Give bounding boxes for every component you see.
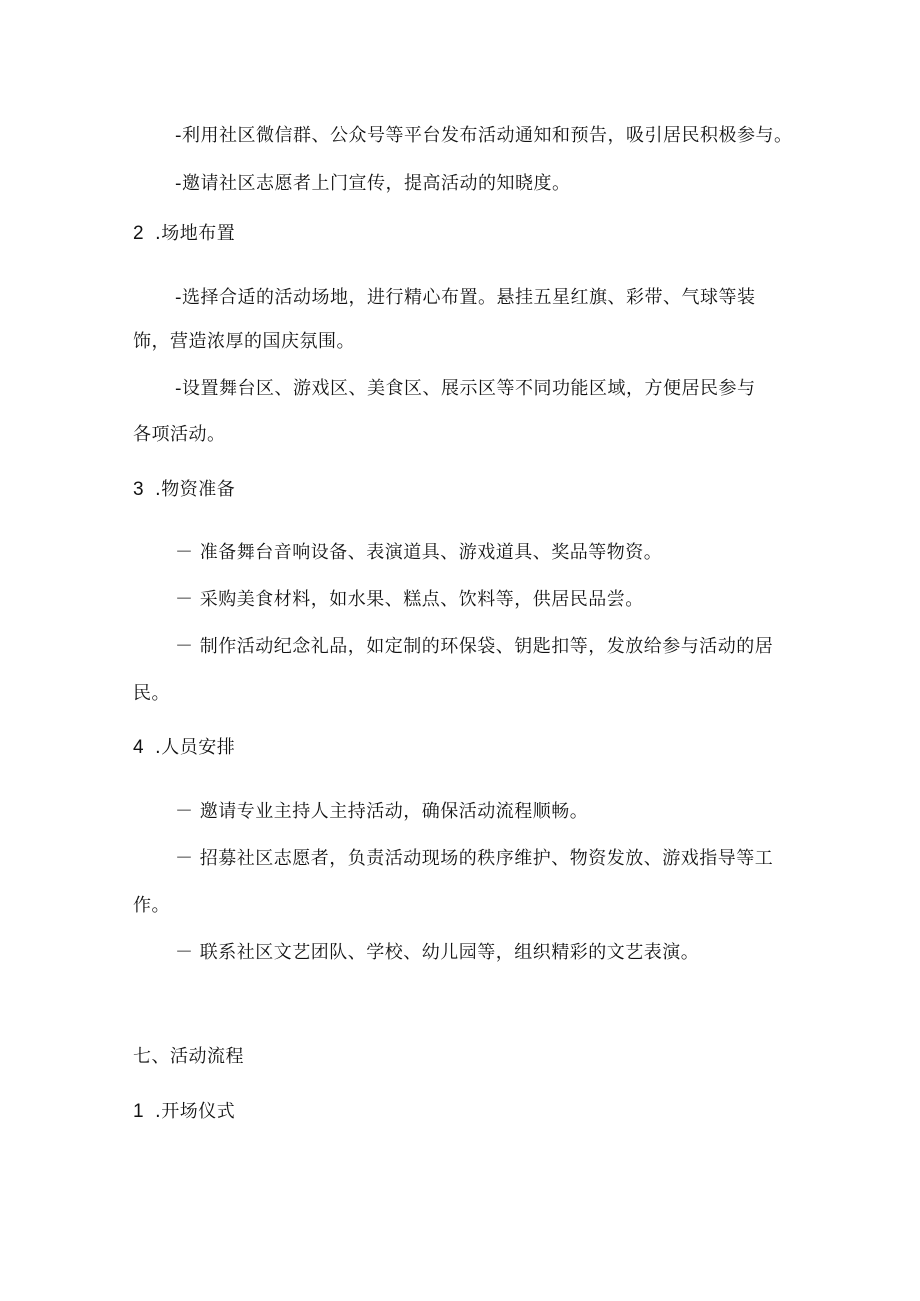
paragraph-line: -利用社区微信群、公众号等平台发布活动通知和预告，吸引居民积极参与。 (175, 125, 793, 146)
paragraph-line: － 采购美食材料，如水果、糕点、饮料等，供居民品尝。 (175, 589, 644, 610)
section-number: 4 (133, 737, 145, 758)
section-heading (133, 478, 235, 502)
section-title: .物资准备 (155, 479, 236, 500)
section-number: 1 (133, 1101, 145, 1122)
chapter-heading: 七、活动流程 (133, 1046, 244, 1067)
paragraph-line: 饰，营造浓厚的国庆氛围。 (133, 331, 355, 352)
paragraph-line: － 制作活动纪念礼品，如定制的环保袋、钥匙扣等，发放给参与活动的居 (175, 636, 774, 657)
paragraph-line: － 联系社区文艺团队、学校、幼儿园等，组织精彩的文艺表演。 (175, 942, 700, 963)
section-heading (133, 1100, 235, 1124)
paragraph-line: -邀请社区志愿者上门宣传，提高活动的知晓度。 (175, 173, 571, 194)
paragraph-line: -选择合适的活动场地，进行精心布置。悬挂五星红旗、彩带、气球等装 (175, 287, 756, 308)
section-heading (133, 736, 235, 760)
paragraph-line: － 招募社区志愿者，负责活动现场的秩序维护、物资发放、游戏指导等工 (175, 848, 774, 869)
section-heading (133, 222, 235, 246)
paragraph-line: -设置舞台区、游戏区、美食区、展示区等不同功能区域，方便居民参与 (175, 378, 756, 399)
paragraph-line: 作。 (133, 895, 170, 916)
section-title: .人员安排 (155, 737, 236, 758)
paragraph-line: － 准备舞台音响设备、表演道具、游戏道具、奖品等物资。 (175, 542, 663, 563)
paragraph-line: － 邀请专业主持人主持活动，确保活动流程顺畅。 (175, 801, 589, 822)
paragraph-line: 民。 (133, 683, 170, 704)
section-title: .开场仪式 (155, 1101, 236, 1122)
section-number: 3 (133, 479, 145, 500)
section-number: 2 (133, 223, 145, 244)
section-title: .场地布置 (155, 223, 236, 244)
paragraph-line: 各项活动。 (133, 424, 226, 445)
